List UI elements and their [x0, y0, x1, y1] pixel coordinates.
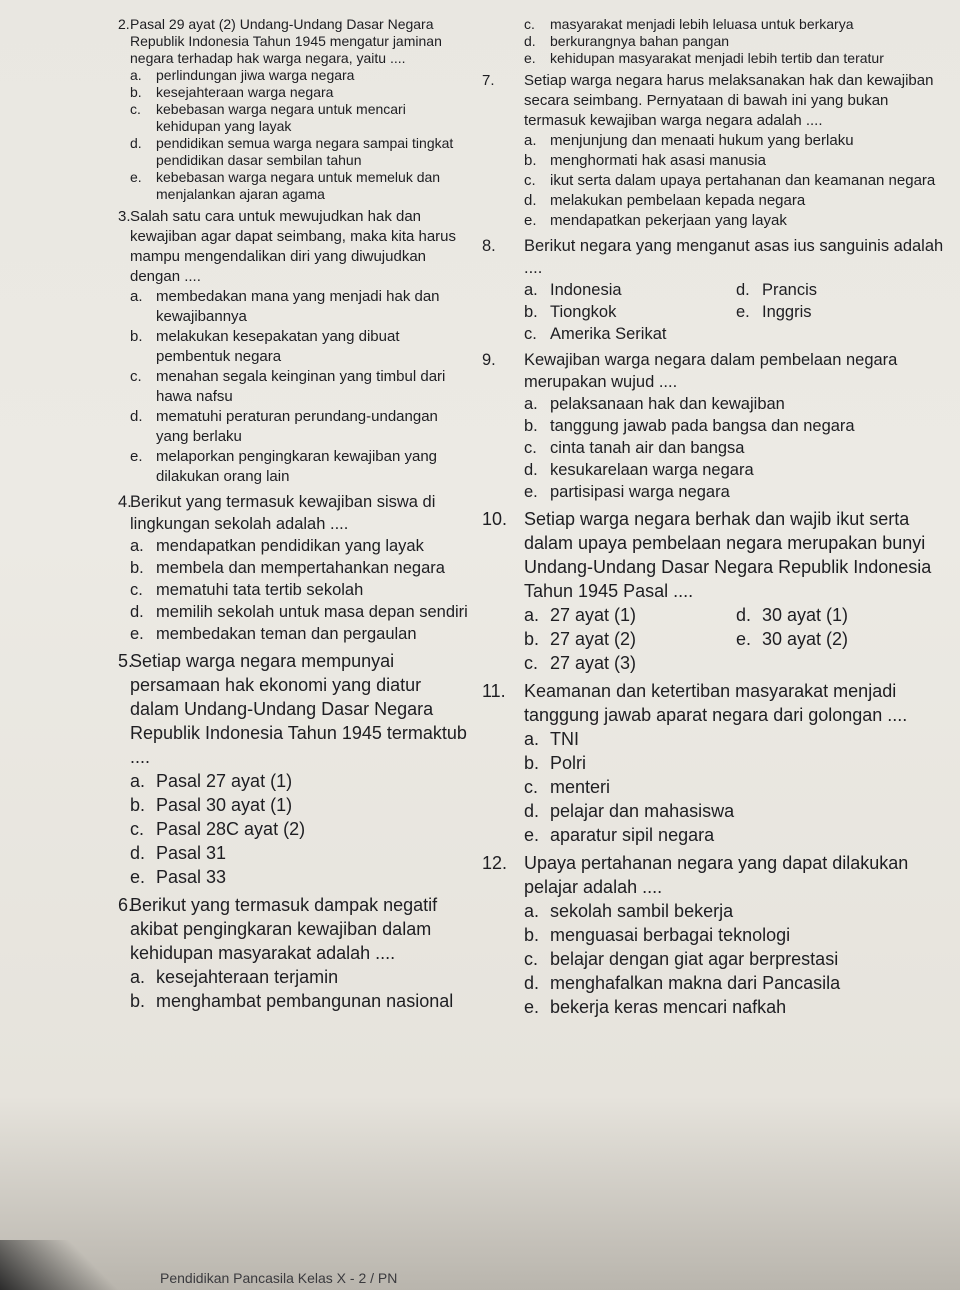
option-b[interactable]: b. kesejahteraan warga negara: [130, 84, 334, 100]
option-c[interactable]: c. Pasal 28C ayat (2): [130, 819, 306, 839]
question-number: 12.: [482, 853, 508, 873]
option-a[interactable]: a. menjunjung dan menaati hukum yang berlaku: [524, 132, 854, 149]
question-number: 7.: [482, 72, 495, 89]
option-a[interactable]: a. perlindungan jiwa warga negara: [130, 67, 355, 83]
question-2: [70, 16, 470, 203]
question-number: 5.: [118, 651, 134, 671]
option-row: [524, 627, 948, 651]
question-number: 4.: [118, 493, 132, 511]
question-10: [478, 507, 948, 675]
option-d[interactable]: d. Pasal 31: [130, 843, 227, 863]
option-b[interactable]: b. membela dan mempertahankan negara: [130, 559, 445, 577]
option-b[interactable]: b. menghormati hak asasi manusia: [524, 152, 766, 169]
option-e[interactable]: e. mendapatkan pekerjaan yang layak: [524, 212, 787, 229]
option-row: [524, 279, 948, 301]
option-b[interactable]: b. tanggung jawab pada bangsa dan negara: [524, 417, 855, 435]
option-d[interactable]: d. menghafalkan makna dari Pancasila: [524, 973, 841, 993]
option-a[interactable]: a. pelaksanaan hak dan kewajiban: [524, 395, 785, 413]
option-b[interactable]: b. Tiongkok: [524, 303, 617, 321]
option-c[interactable]: c. kebebasan warga negara untuk mencari kehidupan yang layak: [130, 101, 406, 134]
question-stem: Setiap warga negara berhak dan wajib ikut serta dalam upaya pembelaan negara merupakan bunyi Undang-Undang Dasar Negara Republik Indonesia Tahun 1945 Pasal ....: [524, 509, 932, 601]
option-c[interactable]: c. menahan segala keinginan yang timbul dari hawa nafsu: [130, 368, 446, 405]
option-c[interactable]: c. belajar dengan giat agar berprestasi: [524, 949, 839, 969]
option-b[interactable]: b. menghambat pembangunan nasional: [130, 991, 454, 1011]
question-number: 6.: [118, 895, 134, 915]
right-column: [478, 16, 948, 1023]
option-d[interactable]: d. pelajar dan mahasiswa: [524, 801, 735, 821]
question-stem: Kewajiban warga negara dalam pembelaan negara merupakan wujud ....: [524, 351, 898, 391]
question-stem: Keamanan dan ketertiban masyarakat menjadi tanggung jawab aparat negara dari golongan ....: [524, 681, 908, 725]
option-c[interactable]: c. cinta tanah air dan bangsa: [524, 439, 745, 457]
question-5: [70, 649, 470, 889]
option-e[interactable]: e. 30 ayat (2): [736, 629, 849, 649]
option-c[interactable]: c. ikut serta dalam upaya pertahanan dan keamanan negara: [524, 172, 936, 189]
option-a[interactable]: a. Indonesia: [524, 281, 622, 299]
option-a[interactable]: a. mendapatkan pendidikan yang layak: [130, 537, 424, 555]
option-a[interactable]: a. membedakan mana yang menjadi hak dan kewajibannya: [130, 288, 440, 325]
question-stem: Berikut yang termasuk dampak negatif akibat pengingkaran kewajiban dalam kehidupan masyarakat adalah ....: [130, 895, 438, 963]
option-b[interactable]: b. melakukan kesepakatan yang dibuat pembentuk negara: [130, 328, 400, 365]
option-row: [524, 603, 948, 627]
question-number: 11.: [482, 681, 506, 701]
option-e[interactable]: e. melaporkan pengingkaran kewajiban yang dilakukan orang lain: [130, 448, 438, 485]
option-d[interactable]: d. Prancis: [736, 281, 818, 299]
question-number: 2.: [118, 16, 130, 32]
option-c[interactable]: c. 27 ayat (3): [524, 653, 637, 673]
option-a[interactable]: a. TNI: [524, 729, 579, 749]
option-e[interactable]: e. kebebasan warga negara untuk memeluk dan menjalankan ajaran agama: [130, 169, 441, 202]
option-row: [524, 301, 948, 323]
option-c[interactable]: c. menteri: [524, 777, 611, 797]
question-stem: Setiap warga negara mempunyai persamaan hak ekonomi yang diatur dalam Undang-Undang Dasar Negara Republik Indonesia Tahun 1945 termaktub ....: [130, 651, 467, 767]
option-e[interactable]: e. partisipasi warga negara: [524, 483, 730, 501]
option-e[interactable]: e. Pasal 33: [130, 867, 227, 887]
option-d[interactable]: d. mematuhi peraturan perundang-undangan yang berlaku: [130, 408, 438, 445]
photo-shadow: [0, 1240, 120, 1290]
question-2-continued: [478, 16, 948, 67]
question-7: [478, 71, 948, 231]
question-9: [478, 349, 948, 503]
option-e[interactable]: e. aparatur sipil negara: [524, 825, 715, 845]
option-a[interactable]: a. Pasal 27 ayat (1): [130, 771, 293, 791]
option-c[interactable]: c. masyarakat menjadi lebih leluasa untuk berkarya: [524, 16, 854, 32]
option-e[interactable]: e. Inggris: [736, 303, 812, 321]
option-c[interactable]: c. Amerika Serikat: [524, 325, 667, 343]
option-row: [524, 323, 948, 345]
option-d[interactable]: d. melakukan pembelaan kepada negara: [524, 192, 806, 209]
option-d[interactable]: d. pendidikan semua warga negara sampai tingkat pendidikan dasar sembilan tahun: [130, 135, 454, 168]
option-e[interactable]: e. membedakan teman dan pergaulan: [130, 625, 417, 643]
question-3: [70, 207, 470, 487]
question-4: [70, 491, 470, 645]
question-8: [478, 235, 948, 345]
option-row: [524, 651, 948, 675]
question-12: [478, 851, 948, 1019]
question-stem: Berikut negara yang menganut asas ius sanguinis adalah ....: [524, 237, 944, 277]
question-stem: Berikut yang termasuk kewajiban siswa di lingkungan sekolah adalah ....: [130, 493, 436, 533]
option-b[interactable]: b. Polri: [524, 753, 587, 773]
option-b[interactable]: b. Pasal 30 ayat (1): [130, 795, 293, 815]
option-d[interactable]: d. 30 ayat (1): [736, 605, 849, 625]
option-d[interactable]: d. berkurangnya bahan pangan: [524, 33, 730, 49]
option-e[interactable]: e. bekerja keras mencari nafkah: [524, 997, 787, 1017]
option-c[interactable]: c. mematuhi tata tertib sekolah: [130, 581, 364, 599]
question-number: 3.: [118, 208, 131, 225]
question-number: 10.: [482, 509, 508, 529]
question-number: 9.: [482, 351, 496, 369]
question-number: 8.: [482, 237, 496, 255]
option-a[interactable]: a. kesejahteraan terjamin: [130, 967, 339, 987]
question-stem: Salah satu cara untuk mewujudkan hak dan kewajiban agar dapat seimbang, maka kita harus mampu mengendalikan diri yang diwujudkan dengan ....: [130, 208, 457, 285]
question-6: [70, 893, 470, 1013]
option-a[interactable]: a. sekolah sambil bekerja: [524, 901, 734, 921]
question-stem: Pasal 29 ayat (2) Undang-Undang Dasar Negara Republik Indonesia Tahun 1945 mengatur jaminan negara terhadap hak warga negara, yaitu ....: [130, 16, 442, 66]
option-d[interactable]: d. kesukarelaan warga negara: [524, 461, 754, 479]
option-b[interactable]: b. 27 ayat (2): [524, 629, 637, 649]
option-b[interactable]: b. menguasai berbagai teknologi: [524, 925, 791, 945]
option-d[interactable]: d. memilih sekolah untuk masa depan sendiri: [130, 603, 468, 621]
question-11: [478, 679, 948, 847]
option-e[interactable]: e. kehidupan masyarakat menjadi lebih tertib dan teratur: [524, 50, 884, 66]
question-stem: Upaya pertahanan negara yang dapat dilakukan pelajar adalah ....: [524, 853, 909, 897]
page-footer: Pendidikan Pancasila Kelas X - 2 / PN: [160, 1270, 398, 1286]
option-a[interactable]: a. 27 ayat (1): [524, 605, 637, 625]
left-column: [70, 16, 470, 1017]
question-stem: Setiap warga negara harus melaksanakan hak dan kewajiban secara seimbang. Pernyataan di bawah ini yang bukan termasuk kewajiban warga negara adalah ....: [524, 72, 934, 129]
